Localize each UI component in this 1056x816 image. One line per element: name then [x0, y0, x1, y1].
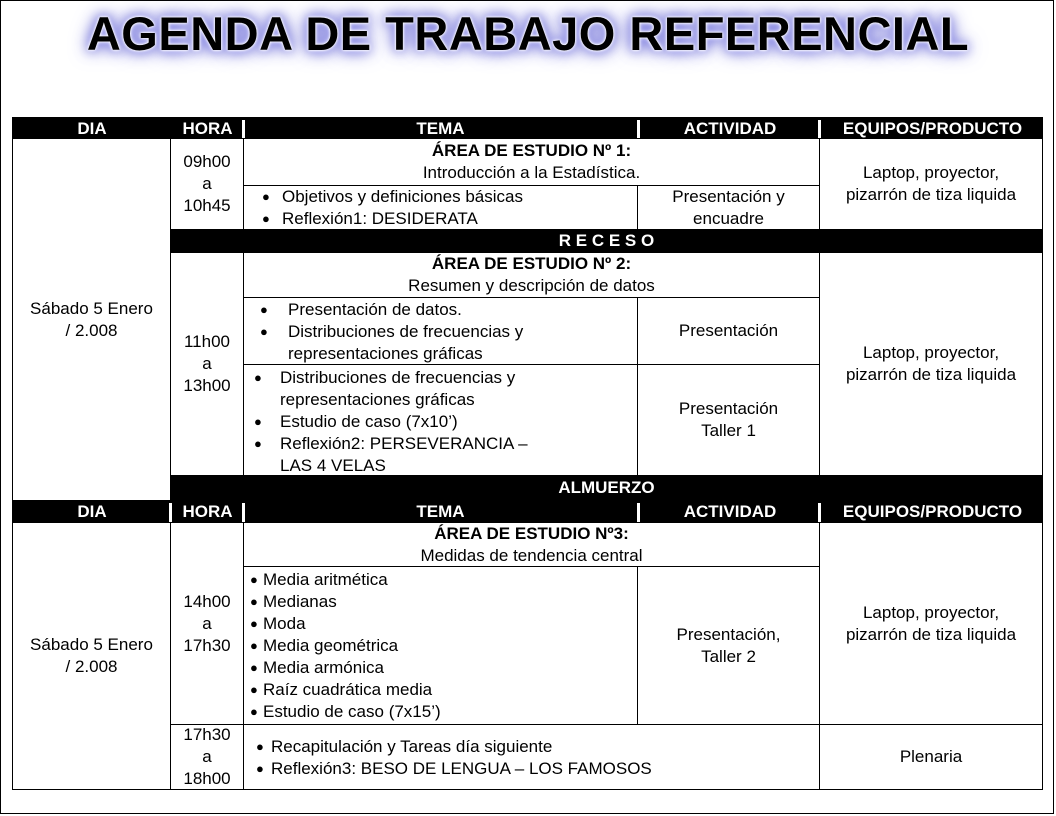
- almuerzo-bar: [170, 475, 1043, 501]
- list-item: ● Estudio de caso (7x10’): [254, 412, 458, 431]
- day1-slot2-equipos: Laptop, proyector, pizarrón de tiza liquida: [819, 252, 1043, 476]
- list-item: ● Recapitulación y Tareas día siguiente: [256, 737, 553, 756]
- receso-bar: [170, 229, 1043, 253]
- day1-slot2-topics-b: [243, 364, 638, 476]
- list-item: ● Reflexión3: BESO DE LENGUA – LOS FAMOSOS: [256, 759, 652, 778]
- day1-slot1-topics: [243, 185, 638, 230]
- area-subtitle: Resumen y descripción de datos: [408, 276, 655, 295]
- list-item: ● Reflexión2: PERSEVERANCIA –: [254, 434, 528, 453]
- header-dia: DIA: [77, 502, 107, 521]
- bullet-icon: ●: [250, 660, 258, 675]
- list-item: ● Presentación de datos.: [260, 300, 462, 319]
- bullet-icon: ●: [250, 616, 258, 631]
- bullet-icon: ●: [254, 436, 262, 451]
- receso-label: R E C E S O: [558, 231, 655, 250]
- bullet-icon: ●: [250, 594, 258, 609]
- bullet-icon: ●: [262, 189, 270, 204]
- page-title: AGENDA DE TRABAJO REFERENCIAL: [86, 7, 970, 60]
- header-row: [12, 500, 1043, 523]
- area-subtitle: Introducción a la Estadística.: [422, 163, 641, 182]
- day2-dia-cell: [12, 522, 171, 790]
- area-title: ÁREA DE ESTUDIO Nº3:: [434, 523, 629, 543]
- list-item: ● Estudio de caso (7x15’): [250, 702, 441, 721]
- day2-area3-header: [243, 522, 820, 567]
- bullet-icon: ●: [256, 761, 264, 776]
- list-item-continued: LAS 4 VELAS: [280, 456, 386, 475]
- day1-slot2-actividad-b: Presentación Taller 1: [637, 364, 820, 476]
- bullet-icon: ●: [260, 302, 268, 317]
- day1-slot2-actividad-a: Presentación: [637, 297, 820, 365]
- bullet-icon: ●: [254, 414, 262, 429]
- bullet-icon: ●: [254, 370, 262, 385]
- day2-slot2-actividad: Plenaria: [819, 724, 1043, 790]
- header-equipos: EQUIPOS/PRODUCTO: [842, 119, 1023, 138]
- area-title: ÁREA DE ESTUDIO Nº 2:: [431, 254, 632, 273]
- list-item: ● Media aritmética: [250, 570, 388, 589]
- bullet-icon: ●: [256, 739, 264, 754]
- list-item: ● Raíz cuadrática media: [250, 680, 433, 699]
- header-dia: DIA: [77, 119, 107, 138]
- list-item: ● Distribuciones de frecuencias y: [254, 368, 516, 387]
- day2-slot1-hora: 14h00 a 17h30: [170, 522, 244, 725]
- day2-slot1-topics: [243, 566, 638, 725]
- area-subtitle: Medidas de tendencia central: [420, 545, 643, 565]
- day2-slot2-hora: 17h30 a 18h00: [170, 724, 244, 790]
- list-item: ● Objetivos y definiciones básicas: [262, 187, 523, 206]
- hora-line: a: [202, 174, 212, 193]
- bullet-icon: ●: [262, 211, 270, 226]
- day1-slot2-topics-a: [243, 297, 638, 365]
- bullet-icon: ●: [250, 572, 258, 587]
- header-actividad: ACTIVIDAD: [683, 119, 777, 138]
- list-item: ● Medianas: [250, 592, 337, 611]
- bullet-icon: ●: [260, 324, 268, 339]
- area-title: ÁREA DE ESTUDIO Nº 1:: [431, 141, 632, 160]
- bullet-icon: ●: [250, 704, 258, 719]
- header-hora: HORA: [182, 502, 233, 521]
- day1-slot1-equipos: Laptop, proyector, pizarrón de tiza liquida: [819, 138, 1043, 230]
- day2-slot1-actividad: Presentación, Taller 2: [637, 566, 820, 725]
- dia-line: Sábado 5 Enero: [30, 298, 153, 318]
- day1-dia-cell: [12, 138, 171, 501]
- list-item-continued: representaciones gráficas: [288, 344, 483, 363]
- day2-slot1-equipos: Laptop, proyector, pizarrón de tiza liquida: [819, 522, 1043, 725]
- list-item: ● Media geométrica: [250, 636, 399, 655]
- day1-slot1-hora: [170, 138, 244, 230]
- almuerzo-label: ALMUERZO: [558, 478, 655, 497]
- day1-slot1-actividad: Presentación y encuadre: [637, 185, 820, 230]
- header-equipos: EQUIPOS/PRODUCTO: [842, 502, 1023, 521]
- hora-line: 10h45: [183, 196, 231, 215]
- header-hora: HORA: [182, 119, 233, 138]
- day1-area1-header: [243, 138, 820, 186]
- day1-slot2-hora: 11h00 a 13h00: [170, 252, 244, 476]
- dia-line: / 2.008: [65, 657, 118, 676]
- list-item: ● Distribuciones de frecuencias y: [260, 322, 524, 341]
- dia-line: Sábado 5 Enero: [30, 635, 153, 654]
- header-tema: TEMA: [416, 119, 465, 138]
- dia-line: / 2.008: [65, 320, 118, 340]
- hora-line: 09h00: [183, 152, 231, 171]
- list-item: ● Media armónica: [250, 658, 384, 677]
- day1-area2-header: [243, 252, 820, 298]
- bullet-icon: ●: [250, 638, 258, 653]
- day2-slot2-topics: [243, 724, 820, 790]
- list-item-continued: representaciones gráficas: [280, 390, 475, 409]
- list-item: ● Reflexión1: DESIDERATA: [262, 209, 478, 228]
- bullet-icon: ●: [250, 682, 258, 697]
- header-actividad: ACTIVIDAD: [683, 502, 777, 521]
- list-item: ● Moda: [250, 614, 306, 633]
- header-tema: TEMA: [416, 502, 465, 521]
- header-row: [12, 117, 1043, 139]
